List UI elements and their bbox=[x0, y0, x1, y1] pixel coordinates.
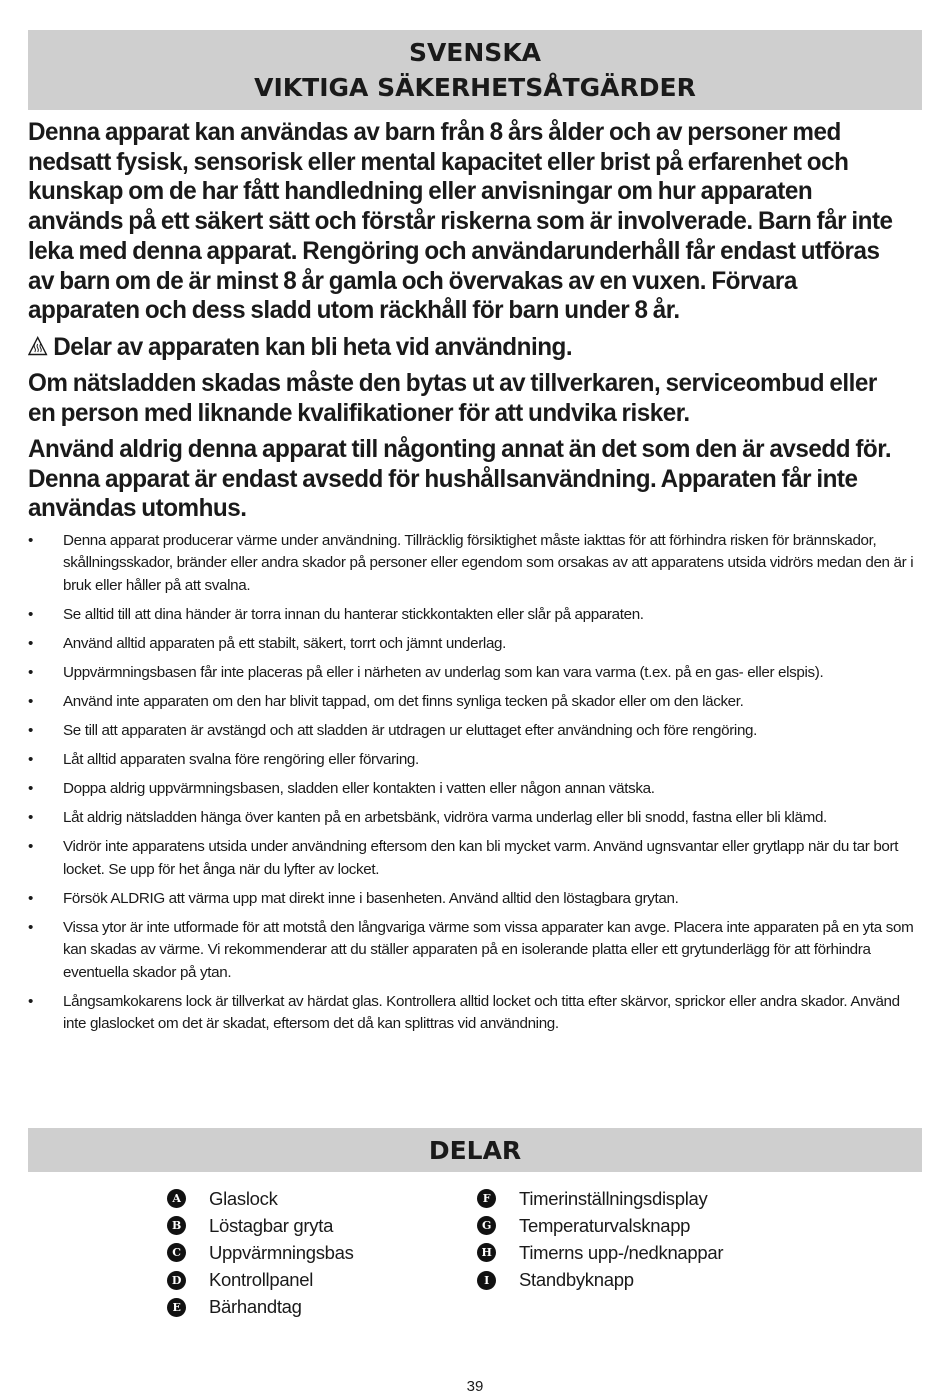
bullet-icon: • bbox=[28, 809, 33, 827]
bullet-icon: • bbox=[28, 992, 33, 1010]
letter-f-badge-icon: F bbox=[477, 1189, 496, 1208]
letter-d-badge-icon: D bbox=[167, 1271, 186, 1290]
bullet-icon: • bbox=[28, 605, 33, 623]
part-item-a: A Glaslock bbox=[167, 1185, 354, 1212]
bullet-icon: • bbox=[28, 889, 33, 907]
warning-paragraph-children: Denna apparat kan användas av barn från 8 års ålder och av personer med nedsatt fysisk, sensorisk eller mental kapacitet eller brist på erfarenhet och kunskap om de har fått handledning eller anvisningar om hur apparaten används på ett säkert sätt och förstår riskerna som är involverade. Barn får inte leka med denna apparat. Rengöring och användarunderhåll får endast utföras av barn om de är minst 8 år gamla och övervakas av en vuxen. Förvara apparaten och dess sladd utom räckhåll för barn under 8 år. bbox=[28, 118, 893, 325]
list-item: • Denna apparat producerar värme under användning. Tillräcklig försiktighet måste iakttas för att förhindra risken för brännskador, skållningsskador, bränder eller andra skador på personer eller egendom som orsakas av att apparatens utsida vidrörs medan den är i bruk eller håller på att svalna. bbox=[28, 532, 914, 594]
part-item-f: F Timerinställningsdisplay bbox=[477, 1185, 723, 1212]
list-item: • Använd inte apparaten om den har blivit tappad, om det finns synliga tecken på skador eller om den läcker. bbox=[28, 691, 920, 713]
safety-title: VIKTIGA SÄKERHETSÅTGÄRDER bbox=[254, 73, 696, 102]
list-item: • Vissa ytor är inte utformade för att motstå den långvariga värme som vissa apparater kan avge. Placera inte apparaten på en yta som kan skadas av värme. Vi rekommenderar att du ställer apparaten på en isolerande platta eller ett grytunderlägg för att förhindra eventuella skador på ytan. bbox=[28, 918, 914, 981]
bullet-icon: • bbox=[28, 838, 33, 856]
warning-paragraph-usage: Använd aldrig denna apparat till någonting annat än det som den är avsedd för. Denna apparat är endast avsedd för hushållsanvändning. Apparaten får inte användas utomhus. bbox=[28, 435, 892, 523]
list-item: • Uppvärmningsbasen får inte placeras på eller i närheten av underlag som kan vara varma (t.ex. på en gas- eller elspis). bbox=[28, 662, 920, 684]
safety-header-banner bbox=[28, 30, 922, 110]
warning-paragraph-cord: Om nätsladden skadas måste den bytas ut av tillverkaren, serviceombud eller en person med liknande kvalifikationer för att undvika risker. bbox=[28, 369, 877, 427]
letter-h-badge-icon: H bbox=[477, 1243, 496, 1262]
part-item-b: B Löstagbar gryta bbox=[167, 1212, 354, 1239]
parts-title: DELAR bbox=[28, 1128, 922, 1172]
hot-surface-warning-icon bbox=[28, 334, 47, 364]
part-item-e: E Bärhandtag bbox=[167, 1294, 354, 1321]
bullet-icon: • bbox=[28, 751, 33, 769]
bullet-icon: • bbox=[28, 663, 33, 681]
part-item-d: D Kontrollpanel bbox=[167, 1267, 354, 1294]
list-item: • Långsamkokarens lock är tillverkat av härdat glas. Kontrollera alltid locket och titta efter skärvor, sprickor eller andra skador. Använd inte glaslocket om det är skadat, eftersom det då kan splittras vid användning. bbox=[28, 992, 900, 1032]
list-item: • Se till att apparaten är avstängd och att sladden är utdragen ur eluttaget efter användning och före rengöring. bbox=[28, 720, 920, 742]
hot-warning-text: Delar av apparaten kan bli heta vid användning. bbox=[53, 333, 573, 361]
bullet-icon: • bbox=[28, 780, 33, 798]
list-item: • Försök ALDRIG att värma upp mat direkt inne i basenheten. Använd alltid den löstagbara grytan. bbox=[28, 888, 920, 910]
letter-i-badge-icon: I bbox=[477, 1271, 496, 1290]
list-item: • Låt alltid apparaten svalna före rengöring eller förvaring. bbox=[28, 749, 920, 771]
letter-g-badge-icon: G bbox=[477, 1216, 496, 1235]
language-heading: SVENSKA bbox=[408, 38, 542, 67]
bullet-icon: • bbox=[28, 532, 33, 549]
part-item-c: C Uppvärmningsbas bbox=[167, 1239, 354, 1266]
bullet-icon: • bbox=[28, 692, 33, 710]
parts-list-left bbox=[167, 1185, 354, 1321]
list-item: • Använd alltid apparaten på ett stabilt, säkert, torrt och jämnt underlag. bbox=[28, 633, 920, 655]
letter-c-badge-icon: C bbox=[167, 1243, 186, 1262]
safety-bullet-list bbox=[28, 530, 920, 1042]
bullet-icon: • bbox=[28, 722, 33, 740]
parts-list-right bbox=[477, 1185, 723, 1294]
part-item-i: I Standbyknapp bbox=[477, 1267, 723, 1294]
page-number: 39 bbox=[466, 1378, 484, 1395]
warning-paragraph-hot bbox=[28, 333, 901, 364]
letter-a-badge-icon: A bbox=[167, 1189, 186, 1208]
part-item-h: H Timerns upp-/nedknappar bbox=[477, 1239, 723, 1266]
bullet-icon: • bbox=[28, 918, 33, 936]
list-item: • Låt aldrig nätsladden hänga över kanten på en arbetsbänk, vidröra varma underlag eller bli snodd, fastna eller bli klämd. bbox=[28, 807, 920, 829]
list-item: • Doppa aldrig uppvärmningsbasen, sladden eller kontakten i vatten eller någon annan vätska. bbox=[28, 778, 920, 800]
part-item-g: G Temperaturvalsknapp bbox=[477, 1212, 723, 1239]
list-item: • Vidrör inte apparatens utsida under användning eftersom den kan bli mycket varm. Använd ugnsvantar eller grytlapp när du tar bort locket. Se upp för het ånga när du lyfter av locket. bbox=[28, 838, 899, 878]
letter-b-badge-icon: B bbox=[167, 1216, 186, 1235]
list-item: • Se alltid till att dina händer är torra innan du hanterar stickkontakten eller slår på apparaten. bbox=[28, 604, 920, 626]
bullet-icon: • bbox=[28, 634, 33, 652]
letter-e-badge-icon: E bbox=[167, 1298, 186, 1317]
